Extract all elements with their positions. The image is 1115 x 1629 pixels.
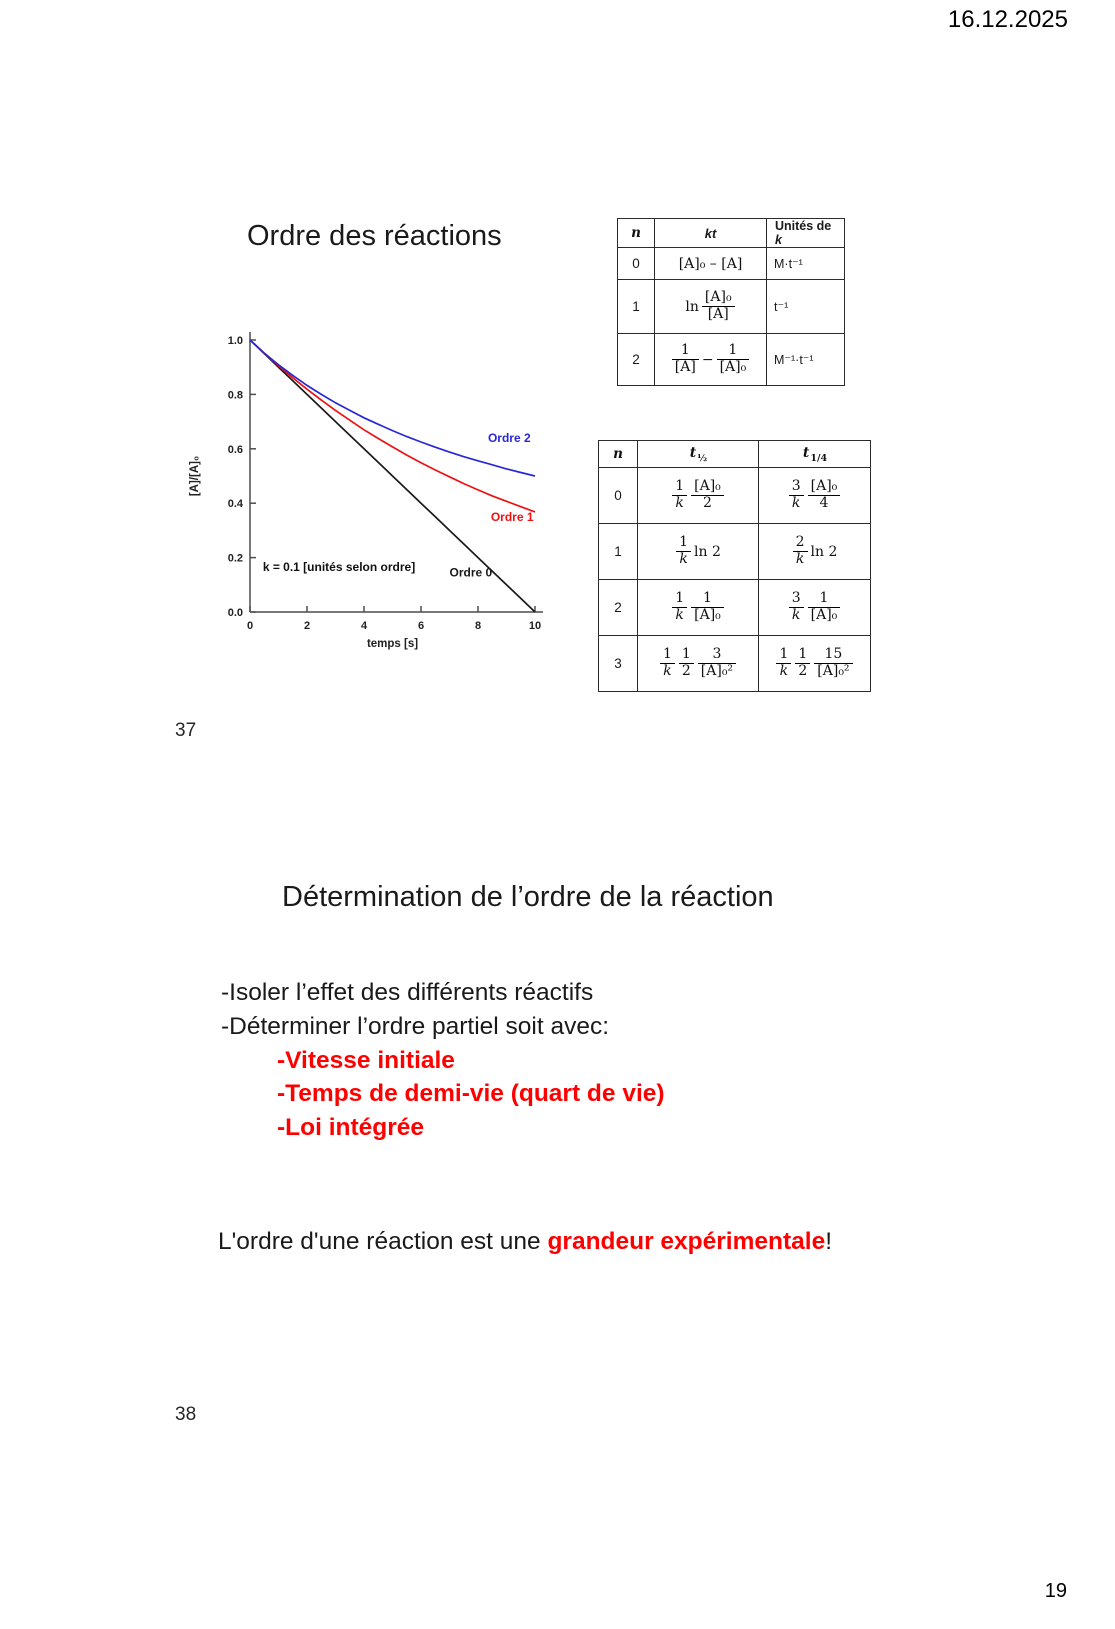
x-tick-label: 6 xyxy=(417,620,425,632)
table-row xyxy=(599,468,871,524)
x-tick-label: 2 xyxy=(303,620,311,632)
col-header-t-quarter: $t_{1/4}$ xyxy=(759,441,871,468)
cell-t-quarter: $\frac{1}{k}$ $\frac{1}{2}$ $\frac{15}{\text{[A]₀²}}$ xyxy=(759,636,871,692)
bullet-determiner: -Déterminer l’ordre partiel soit avec: xyxy=(221,1012,610,1040)
series-line-ordre-2 xyxy=(250,340,535,476)
cell-t-quarter: $\frac{3}{k}$ $\frac{\text{[A]₀}}{4}$ xyxy=(759,468,871,524)
chart-annotation: Ordre 0 xyxy=(449,565,493,580)
slide1-title: Ordre des réactions xyxy=(247,220,502,252)
bullet-temps-demi-vie: -Temps de demi-vie (quart de vie) xyxy=(277,1080,665,1108)
y-tick-label: 0.8 xyxy=(227,389,243,402)
cell-n: 2 xyxy=(618,334,655,386)
x-tick-label: 8 xyxy=(474,620,482,632)
bullet-vitesse-initiale: -Vitesse initiale xyxy=(277,1046,455,1074)
statement-highlight: grandeur expérimentale xyxy=(547,1228,826,1255)
y-tick-label: 0.0 xyxy=(227,607,243,619)
statement-prefix: L'ordre d'une réaction est une xyxy=(218,1228,548,1255)
series-line-ordre-1 xyxy=(250,340,535,512)
cell-kt-formula: $\frac{1}{[A]}$ − $\frac{1}{\text{[A]₀}}$ xyxy=(655,334,767,386)
cell-n: 1 xyxy=(618,280,655,334)
cell-n: 2 xyxy=(599,580,638,636)
y-tick-label: 0.6 xyxy=(227,443,243,456)
y-axis-label: [A]/[A]₀ xyxy=(189,455,201,497)
y-tick-label: 0.4 xyxy=(227,498,243,511)
chart-annotation: Ordre 2 xyxy=(487,431,531,445)
slide2-title: Détermination de l’ordre de la réaction xyxy=(282,881,774,913)
cell-units: t⁻¹ xyxy=(767,280,845,334)
cell-t-half: $\frac{1}{k}$ $\frac{\text{[A]₀}}{2}$ xyxy=(638,468,759,524)
bullet-loi-integree: -Loi intégrée xyxy=(277,1114,425,1142)
slide2-number: 38 xyxy=(175,1404,197,1425)
y-tick-label: 1.0 xyxy=(227,335,243,347)
reaction-order-chart xyxy=(185,322,565,667)
cell-units: M·t⁻¹ xyxy=(767,248,845,280)
bullet-isoler: -Isoler l’effet des différents réactifs xyxy=(221,979,594,1006)
cell-t-half: $\frac{1}{k}$ $\frac{1}{2}$ $\frac{3}{\text{[A]₀²}}$ xyxy=(638,636,759,692)
col-header-t-half: $t_{\frac{1}{2}}$ xyxy=(638,441,759,468)
x-tick-label: 10 xyxy=(528,620,542,632)
col-header-kt: kt xyxy=(655,219,767,248)
chart-annotation: Ordre 1 xyxy=(490,509,534,524)
table-row xyxy=(599,524,871,580)
x-tick-label: 0 xyxy=(246,620,254,632)
cell-t-quarter: $\frac{3}{k}$ $\frac{1}{\text{[A]₀}}$ xyxy=(759,580,871,636)
conclusion-statement xyxy=(218,1228,832,1256)
table-header-row xyxy=(618,219,845,248)
cell-n: 0 xyxy=(599,468,638,524)
table-header-row xyxy=(599,441,871,468)
cell-t-quarter: $\frac{2}{k}$ ln 2 xyxy=(759,524,871,580)
table-row xyxy=(618,248,845,280)
table-row xyxy=(599,636,871,692)
slide1-number: 37 xyxy=(175,720,197,741)
chart-annotation: k = 0.1 [unités selon ordre] xyxy=(262,560,416,575)
kt-units-table xyxy=(617,218,845,386)
col-header-n: n xyxy=(599,441,638,468)
table-row xyxy=(618,334,845,386)
x-tick-label: 4 xyxy=(360,620,368,632)
cell-n: 0 xyxy=(618,248,655,280)
table-row xyxy=(618,280,845,334)
cell-t-half: $\frac{1}{k}$ ln 2 xyxy=(638,524,759,580)
page-number: 19 xyxy=(1044,1580,1067,1602)
x-axis-label: temps [s] xyxy=(366,638,419,650)
col-header-n: n xyxy=(618,219,655,248)
cell-n: 3 xyxy=(599,636,638,692)
page-date: 16.12.2025 xyxy=(947,6,1068,33)
cell-n: 1 xyxy=(599,524,638,580)
col-header-units: Unités de k xyxy=(767,219,845,248)
statement-suffix: ! xyxy=(825,1228,833,1255)
cell-kt-formula: ln $\frac{\text{[A]₀}}{[A]}$ xyxy=(655,280,767,334)
halflife-table xyxy=(598,440,871,692)
cell-units: M⁻¹·t⁻¹ xyxy=(767,334,845,386)
chart-canvas xyxy=(185,322,565,667)
bullet-list xyxy=(221,976,665,1145)
cell-t-half: $\frac{1}{k}$ $\frac{1}{\text{[A]₀}}$ xyxy=(638,580,759,636)
y-tick-label: 0.2 xyxy=(227,552,243,565)
cell-kt-formula: [A]₀ – [A] xyxy=(655,248,767,280)
table-row xyxy=(599,580,871,636)
